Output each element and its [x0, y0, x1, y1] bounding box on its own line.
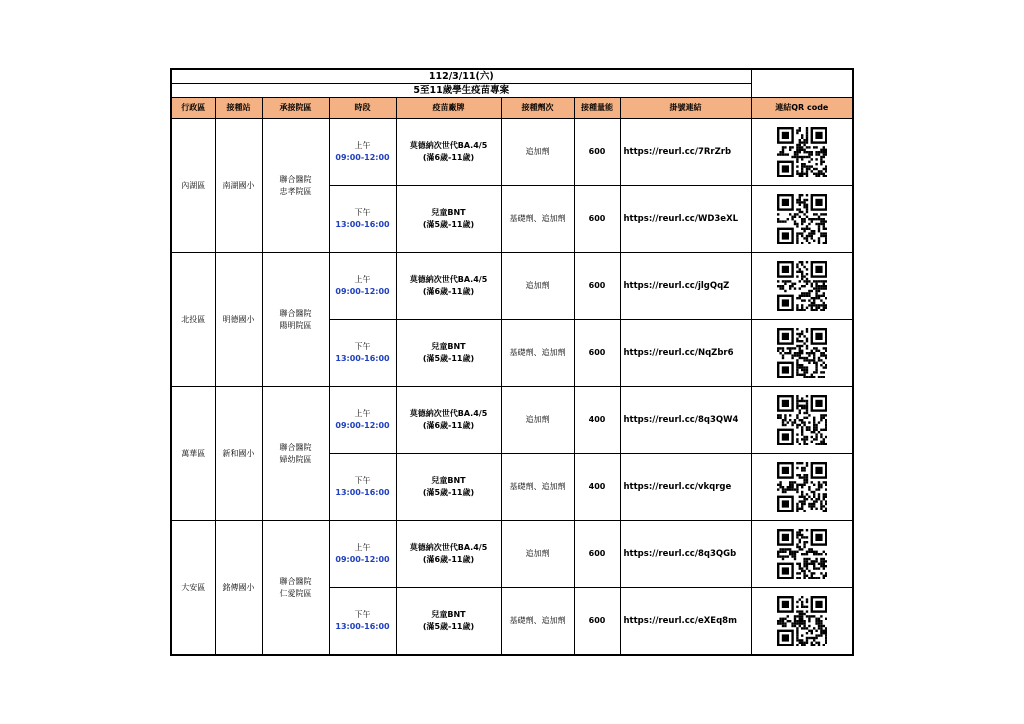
dose-type: 追加劑 [501, 521, 574, 588]
district-name: 大安區 [171, 521, 215, 656]
vaccine-brand [396, 186, 501, 253]
vaccine-age: (滿6歲-11歲) [422, 555, 475, 564]
hospital-line1: 聯合醫院 [279, 174, 312, 184]
col-time: 時段 [329, 98, 396, 119]
dose-type: 基礎劑、追加劑 [501, 588, 574, 656]
time-slot [329, 454, 396, 521]
qr-code-cell[interactable] [751, 320, 853, 387]
dose-type: 追加劑 [501, 253, 574, 320]
table-row [171, 521, 853, 588]
period-label: 上午 [354, 543, 371, 552]
schedule-title: 5至11歲學生疫苗專案 [171, 84, 751, 98]
vaccine-brand [396, 588, 501, 656]
vaccine-name: 莫德納次世代BA.4/5 [409, 543, 488, 552]
vaccine-name: 莫德納次世代BA.4/5 [409, 141, 488, 150]
hospital-line2: 婦幼院區 [279, 454, 312, 464]
vaccine-name: 兒童BNT [431, 476, 466, 485]
qr-code-icon[interactable] [752, 395, 853, 445]
qr-code-cell[interactable] [751, 387, 853, 454]
hospital-line1: 聯合醫院 [279, 308, 312, 318]
registration-link[interactable]: https://reurl.cc/8q3QGb [620, 521, 751, 588]
time-range: 13:00-16:00 [335, 354, 390, 363]
period-label: 上午 [354, 141, 371, 150]
col-dose: 接種劑次 [501, 98, 574, 119]
district-name: 內湖區 [171, 119, 215, 253]
time-range: 09:00-12:00 [335, 421, 390, 430]
capacity-value: 600 [574, 588, 620, 656]
capacity-value: 600 [574, 119, 620, 186]
col-qr: 連結QR code [751, 98, 853, 119]
col-capacity: 接種量能 [574, 98, 620, 119]
dose-type: 基礎劑、追加劑 [501, 186, 574, 253]
capacity-value: 600 [574, 253, 620, 320]
vaccine-name: 莫德納次世代BA.4/5 [409, 409, 488, 418]
time-slot [329, 186, 396, 253]
district-name: 北投區 [171, 253, 215, 387]
registration-link[interactable]: https://reurl.cc/8q3QW4 [620, 387, 751, 454]
vaccine-name: 兒童BNT [431, 208, 466, 217]
vaccine-age: (滿6歲-11歲) [422, 153, 475, 162]
qr-code-icon[interactable] [752, 462, 853, 512]
vaccine-age: (滿5歲-11歲) [422, 354, 475, 363]
period-label: 下午 [354, 342, 371, 351]
time-range: 09:00-12:00 [335, 153, 390, 162]
qr-code-cell[interactable] [751, 186, 853, 253]
column-header-row [171, 98, 853, 119]
station-name: 銘傳國小 [215, 521, 262, 656]
capacity-value: 600 [574, 186, 620, 253]
registration-link[interactable]: https://reurl.cc/jlgQqZ [620, 253, 751, 320]
qr-code-cell[interactable] [751, 521, 853, 588]
hospital-name [262, 253, 329, 387]
col-district: 行政區 [171, 98, 215, 119]
period-label: 下午 [354, 610, 371, 619]
vaccine-brand [396, 320, 501, 387]
period-label: 下午 [354, 208, 371, 217]
vaccine-age: (滿6歲-11歲) [422, 421, 475, 430]
station-name: 南湖國小 [215, 119, 262, 253]
vaccine-age: (滿5歲-11歲) [422, 622, 475, 631]
time-range: 13:00-16:00 [335, 488, 390, 497]
schedule-date: 112/3/11(六) [171, 69, 751, 84]
qr-code-icon[interactable] [752, 127, 853, 177]
qr-code-cell[interactable] [751, 588, 853, 656]
time-slot [329, 253, 396, 320]
capacity-value: 400 [574, 387, 620, 454]
hospital-name [262, 119, 329, 253]
time-slot [329, 119, 396, 186]
table-row [171, 253, 853, 320]
vaccine-age: (滿5歲-11歲) [422, 220, 475, 229]
header-blank [751, 69, 853, 98]
district-name: 萬華區 [171, 387, 215, 521]
station-name: 新和國小 [215, 387, 262, 521]
time-range: 09:00-12:00 [335, 555, 390, 564]
station-name: 明德國小 [215, 253, 262, 387]
qr-code-icon[interactable] [752, 529, 853, 579]
col-link: 掛號連結 [620, 98, 751, 119]
table-row [171, 119, 853, 186]
qr-code-icon[interactable] [752, 328, 853, 378]
time-slot [329, 521, 396, 588]
hospital-name [262, 387, 329, 521]
time-range: 13:00-16:00 [335, 622, 390, 631]
col-hospital: 承接院區 [262, 98, 329, 119]
qr-code-icon[interactable] [752, 596, 853, 646]
period-label: 下午 [354, 476, 371, 485]
time-slot [329, 320, 396, 387]
vaccine-brand [396, 454, 501, 521]
col-vaccine: 疫苗廠牌 [396, 98, 501, 119]
vaccine-age: (滿5歲-11歲) [422, 488, 475, 497]
time-range: 09:00-12:00 [335, 287, 390, 296]
vaccine-schedule-table [170, 68, 854, 656]
qr-code-cell[interactable] [751, 454, 853, 521]
registration-link[interactable]: https://reurl.cc/7RrZrb [620, 119, 751, 186]
registration-link[interactable]: https://reurl.cc/vkqrge [620, 454, 751, 521]
hospital-line2: 陽明院區 [279, 320, 312, 330]
registration-link[interactable]: https://reurl.cc/WD3eXL [620, 186, 751, 253]
qr-code-icon[interactable] [752, 261, 853, 311]
vaccine-brand [396, 119, 501, 186]
period-label: 上午 [354, 409, 371, 418]
dose-type: 基礎劑、追加劑 [501, 454, 574, 521]
table-row [171, 387, 853, 454]
registration-link[interactable]: https://reurl.cc/NqZbr6 [620, 320, 751, 387]
registration-link[interactable]: https://reurl.cc/eXEq8m [620, 588, 751, 656]
hospital-line2: 忠孝院區 [279, 186, 312, 196]
dose-type: 追加劑 [501, 387, 574, 454]
capacity-value: 600 [574, 320, 620, 387]
time-slot [329, 387, 396, 454]
capacity-value: 400 [574, 454, 620, 521]
dose-type: 基礎劑、追加劑 [501, 320, 574, 387]
hospital-line1: 聯合醫院 [279, 576, 312, 586]
time-slot [329, 588, 396, 656]
qr-code-cell[interactable] [751, 119, 853, 186]
time-range: 13:00-16:00 [335, 220, 390, 229]
vaccine-brand [396, 521, 501, 588]
col-station: 接種站 [215, 98, 262, 119]
qr-code-icon[interactable] [752, 194, 853, 244]
hospital-line1: 聯合醫院 [279, 442, 312, 452]
capacity-value: 600 [574, 521, 620, 588]
vaccine-brand [396, 253, 501, 320]
dose-type: 追加劑 [501, 119, 574, 186]
hospital-name [262, 521, 329, 656]
vaccine-name: 兒童BNT [431, 610, 466, 619]
period-label: 上午 [354, 275, 371, 284]
vaccine-age: (滿6歲-11歲) [422, 287, 475, 296]
hospital-line2: 仁愛院區 [279, 588, 312, 598]
vaccine-name: 莫德納次世代BA.4/5 [409, 275, 488, 284]
vaccine-brand [396, 387, 501, 454]
qr-code-cell[interactable] [751, 253, 853, 320]
vaccine-name: 兒童BNT [431, 342, 466, 351]
